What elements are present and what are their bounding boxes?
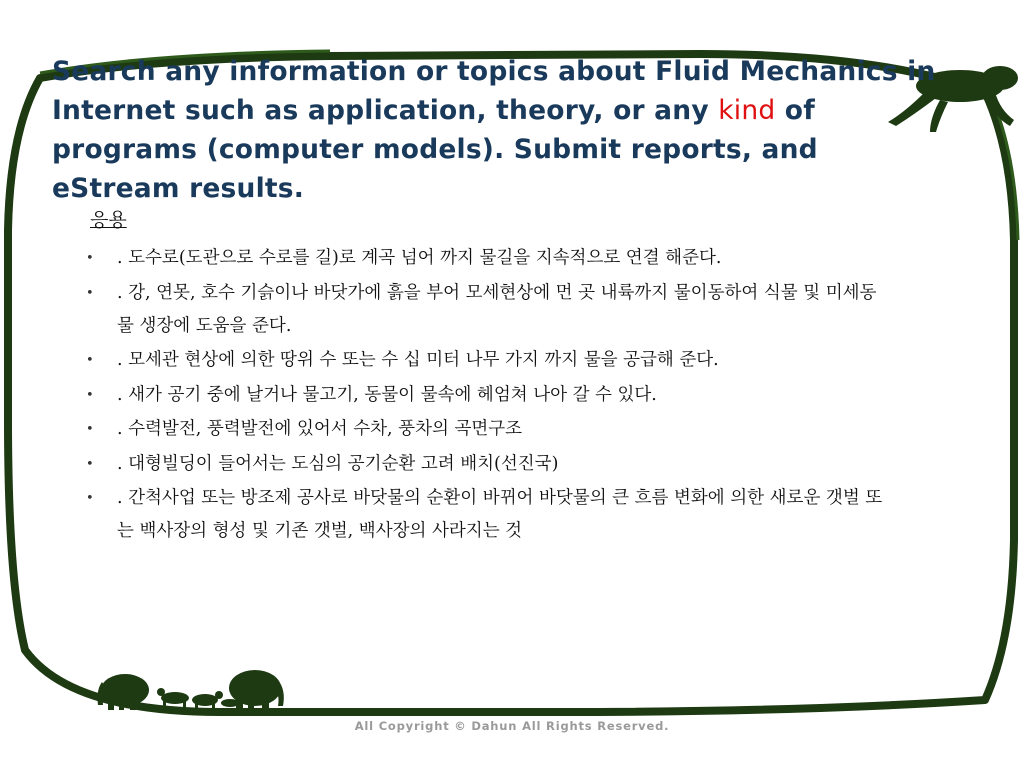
bullet-marker: • <box>86 251 94 266</box>
bullet-text: . 모세관 현상에 의한 땅위 수 또는 수 십 미터 나무 가지 까지 물을 공급해 준다. <box>117 350 719 370</box>
bullet-text: . 강, 연못, 호수 기슭이나 바닷가에 흙을 부어 모세현상에 먼 곳 내륙까지 물이동하여 식물 및 미세동물 생장에 도움을 준다. <box>117 282 877 336</box>
title-text-end: of programs (computer models). Submit reports, and eStream results. <box>52 95 818 204</box>
bullet-text: . 수력발전, 풍력발전에 있어서 수차, 풍차의 곡면구조 <box>117 419 523 439</box>
copyright-footer: All Copyright © Dahun All Rights Reserved. <box>354 719 670 733</box>
bullet-item <box>86 413 886 446</box>
slide-title <box>52 52 952 208</box>
bullet-item <box>86 482 886 548</box>
bullet-item <box>86 448 886 481</box>
title-text: Search any information or topics about Fluid Mechanics in Internet such as application, theory, or any <box>52 56 936 126</box>
bullet-list <box>86 242 886 550</box>
bullet-marker: • <box>86 387 94 403</box>
bullet-marker: • <box>86 456 94 472</box>
bullet-item <box>86 277 886 343</box>
bullet-text: . 간척사업 또는 방조제 공사로 바닷물의 순환이 바뀌어 바닷물의 큰 흐름 변화에 의한 새로운 갯벌 또는 백사장의 형성 및 기존 갯벌, 백사장의 사라지는 것 <box>117 488 883 541</box>
bullet-marker: • <box>86 285 94 301</box>
title-keyword: kind <box>718 95 776 126</box>
bullet-text: . 대형빌딩이 들어서는 도심의 공기순환 고려 배치(선진국) <box>117 453 559 474</box>
bullet-text: . 도수로(도관으로 수로를 길)로 계곡 넘어 까지 물길을 지속적으로 연결 해준다. <box>117 248 722 268</box>
bullet-marker: • <box>86 353 94 368</box>
bullet-item <box>86 242 886 275</box>
elephant-silhouette-icon <box>98 670 284 711</box>
bullet-marker: • <box>86 491 94 506</box>
bullet-text: . 새가 공기 중에 날거나 물고기, 동물이 물속에 헤엄쳐 나아 갈 수 있다. <box>117 384 657 405</box>
bullet-item <box>86 344 886 377</box>
bullet-marker: • <box>86 422 94 437</box>
section-heading: 응용 <box>90 209 127 231</box>
bullet-item <box>86 379 886 412</box>
